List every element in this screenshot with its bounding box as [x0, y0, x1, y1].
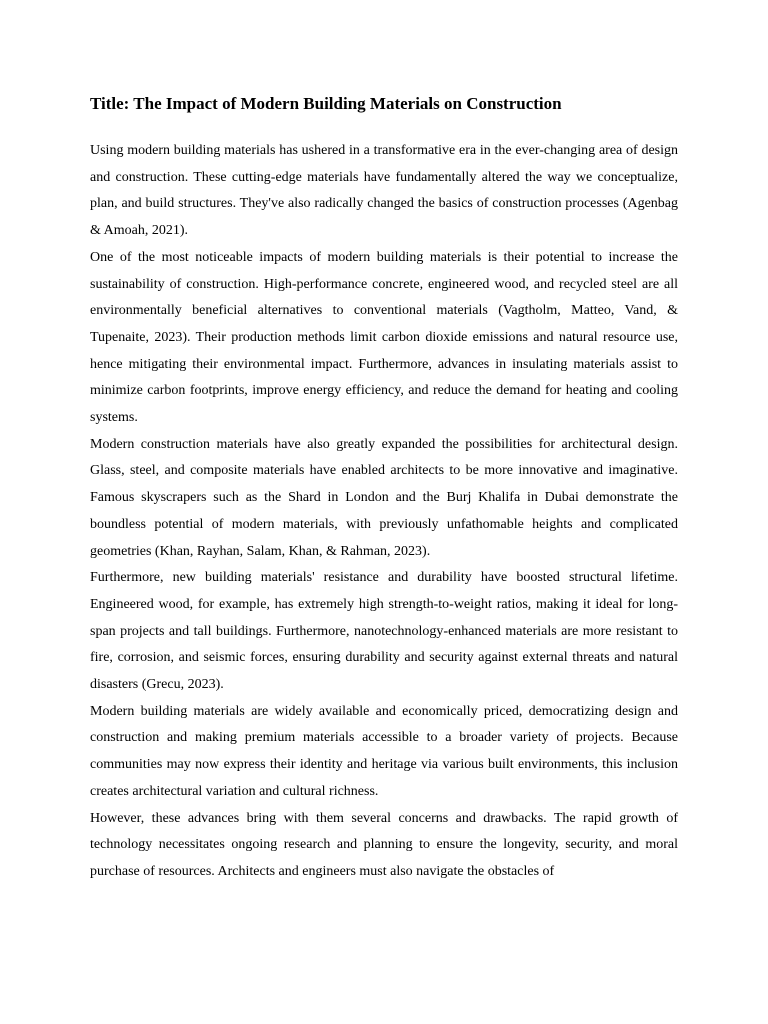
paragraph-durability: Furthermore, new building materials' resistance and durability have boosted structural lifetime. Engineered wood, for example, has extremely high strength-to-weight ratios, making it ideal for long-span projects and tall buildings. Furthermore, nanotechnology-enhanced materials are more resistant to fire, corrosion, and seismic forces, ensuring durability and security against external threats and natural disasters (Grecu, 2023). — [90, 570, 678, 693]
paragraph-sustainability: One of the most noticeable impacts of modern building materials is their potential to increase the sustainability of construction. High-performance concrete, engineered wood, and recycled steel are all environmentally beneficial alternatives to conventional materials (Vagtholm, Matteo, Vand, & Tupenaite, 2023). Their production methods limit carbon dioxide emissions and natural resource use, hence mitigating their environmental impact. Furthermore, advances in insulating materials assist to minimize carbon footprints, improve energy efficiency, and reduce the demand for heating and cooling systems. — [90, 249, 678, 426]
paragraph-concerns: However, these advances bring with them several concerns and drawbacks. The rapid growth of technology necessitates ongoing research and planning to ensure the longevity, security, and moral purchase of resources. Architects and engineers must also navigate the obstacles of — [90, 810, 678, 879]
document-title: Title: The Impact of Modern Building Materials on Construction — [90, 94, 562, 113]
document-page — [90, 92, 678, 886]
paragraph-design: Modern construction materials have also greatly expanded the possibilities for architectural design. Glass, steel, and composite materials have enabled architects to be more innovative and imaginative. Famous skyscrapers such as the Shard in London and the Burj Khalifa in Dubai demonstrate the boundless potential of modern materials, with previously unfathomable heights and complicated geometries (Khan, Rayhan, Salam, Khan, & Rahman, 2023). — [90, 436, 678, 559]
paragraph-accessibility: Modern building materials are widely available and economically priced, democratizing design and construction and making premium materials accessible to a broader variety of projects. Because communities may now express their identity and heritage via various built environments, this inclusion creates architectural variation and cultural richness. — [90, 703, 678, 799]
paragraph-intro: Using modern building materials has ushered in a transformative era in the ever-changing area of design and construction. These cutting-edge materials have fundamentally altered the way we conceptualize, plan, and build structures. They've also radically changed the basics of construction processes (Agenbag & Amoah, 2021). — [90, 143, 678, 239]
